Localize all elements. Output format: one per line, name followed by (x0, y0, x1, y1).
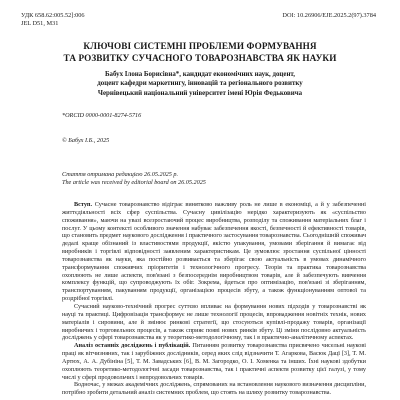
paragraph-text: Сучасне товарознавство відіграє винятково важливу роль не лише в економіці, а й у забезпеченні життєдіяльності всіх сфер суспільства. Сучасну цивілізацію нерідко характеризують як «суспільство споживання», маючи на увазі всезростаючий процес виробництва, розподілу та споживання матеріальних благ і послуг. У цьому контексті особливого значення набуває забезпечення якості, безпечності й ефективності товарів, що становить предмет наукового дослідження і практичного застосування товарознавства. Сьогоднішній споживач дедалі краще обізнаний із властивостями продукції, якістю упакування, умовами зберігання й вимагає від виробників і торгівлі відповідності заявленим характеристикам. Це зумовлює зростання суспільної цінності товарознавства як науки, яка постійно розвивається та зберігає свою актуальність в умовах динамічного трансформування споживчих пріоритетів і технологічного прогресу. Теорія та практика товарознавства охоплюють не лише аспекти, пов'язані з безпосереднім виробництвом товарів, але й забезпечують вивчення комплексу функцій, що супроводжують їх обіг. Зокрема, йдеться про оптимізацію, пов'язані зі зберіганням, транспортуванням, пакуванням продукції, організацією процесів збуту, а також функціонуванням оптової та роздрібної торгівлі. (62, 201, 366, 303)
jel-code: JEL D51, M31 (21, 20, 59, 28)
paragraph-introduction (62, 201, 366, 303)
paragraph-progress: Сучасний науково-технічний прогрес суттєво впливає на формування нових підходів у товарознавстві як науці та практиці. Цифровізація трансформує не лише технології процесів, впровадження новітніх технік, нових матеріалів і сировини, але й змінює ринкові стратегії, що стосуються купівлі-продажу товарів, організації виробничих і торговельних процесів, а також сприяє появі нових ринків збуту. Ці зміни послідовно актуальність досліджень у сфері товарознавства як у теоретико-методологічному, так і в практично-аналітичному аспектах. (62, 302, 366, 342)
section-label: Аналіз останніх досліджень і публікацій. (74, 342, 191, 350)
author-block (30, 70, 370, 98)
author-affiliation: Чернівецький національний університет імені Юрія Федьковича (97, 89, 303, 97)
title-line: КЛЮЧОВІ СИСТЕМНІ ПРОБЛЕМИ ФОРМУВАННЯ (83, 41, 317, 51)
udc-code: УДК 658.62:005.52]:006 (21, 12, 85, 19)
received-ua: Стаття отримана редакцією 26.05.2025 р. (62, 171, 179, 178)
orcid[interactable]: *ORCID 0000-0001-8274-5716 (62, 112, 142, 119)
paragraph-text: Питанням розвитку товарознавства присвячено чисельні наукові праці як вітчизняних, так і зарубіжних дослідників, серед яких слід відзначити Т. Агаркова, Васюк Дацї [3], Т. М. Артюх, А. А. Дубініна [5], Т. М. Завадських [6], В. М. Загородко, О. І. Хоменка та інших. Їхні наукові здобутки охоплюють теоретико-методологічні засади товарознавства, так і практичні аспекти розвитку цієї галузі, у тому числі у сфері продовольчих і непродовольчих товарів. (62, 342, 366, 381)
title-line: ТА РОЗВИТКУ СУЧАСНОГО ТОВАРОЗНАВСТВА ЯК НАУКИ (63, 53, 337, 63)
article-title (30, 40, 370, 64)
doi[interactable]: DOI: 10.26906/EJE.2025.2(97).3784 (282, 12, 376, 19)
copyright: © Бабух І.Б., 2025 (62, 137, 110, 144)
received-en: The article was received by editorial board on 26.05.2025 (62, 178, 206, 186)
section-label: Вступ. (74, 201, 93, 208)
classification-codes (21, 12, 85, 28)
author-position: доцент кафедри маркетингу, інновацій та регіонального розвитку (97, 80, 303, 88)
author-name: Бабух Ілона Борисівна*, кандидат економічних наук, доцент, (104, 71, 296, 78)
received-note (62, 171, 206, 186)
paragraph-problems: Водночас, у межах академічних досліджень, спрямованих на встановлення наукового визначення дисципліни, потрібно зробити детальний аналіз системних проблем, що стоять на шляху розвитку товарознавства. (62, 381, 366, 397)
article-body (62, 201, 366, 400)
paragraph-literature (62, 342, 366, 381)
